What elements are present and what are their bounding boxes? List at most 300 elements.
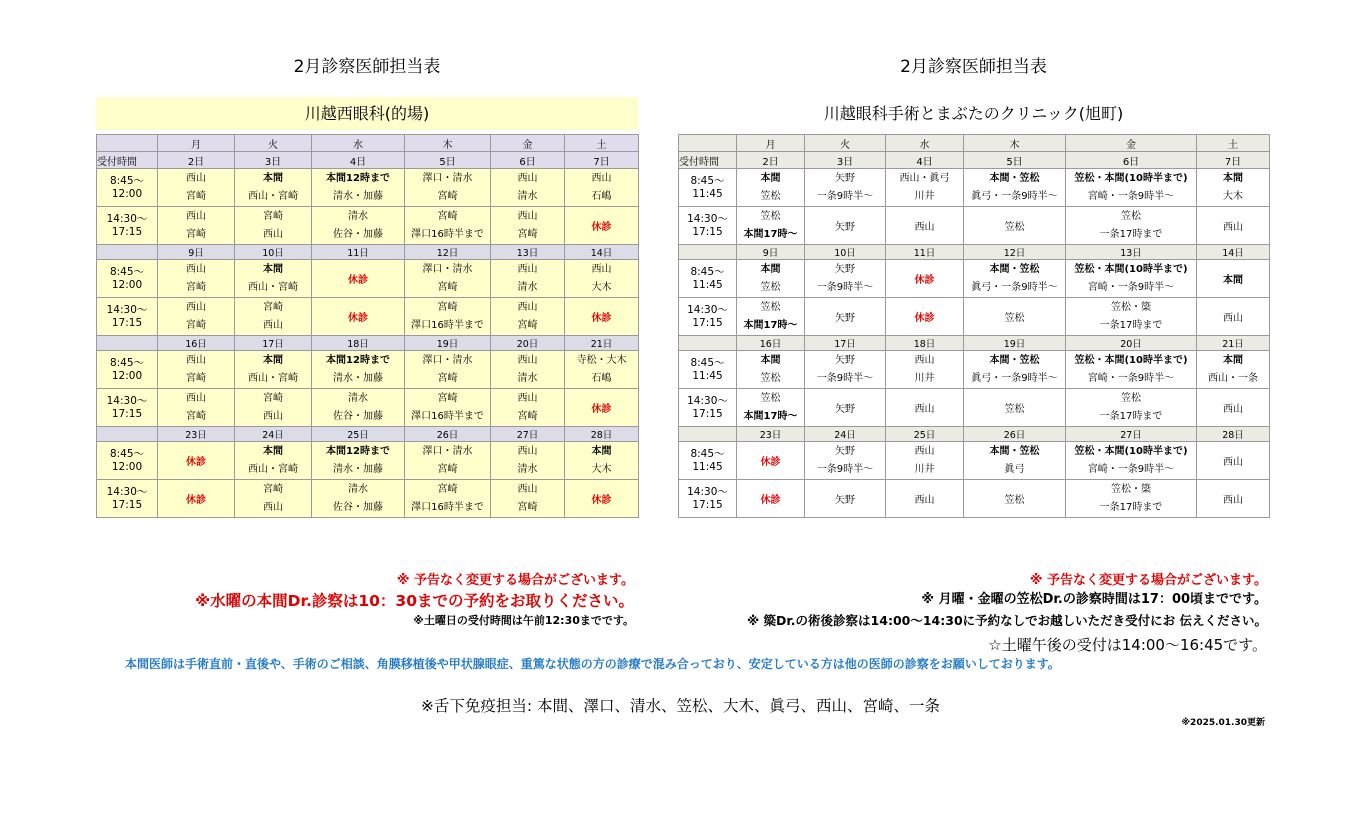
- doctor-name: 西山・宮崎: [248, 463, 298, 475]
- doctor-name: 宮崎: [517, 501, 538, 513]
- doctor-name: 宮崎・一条9時半〜: [1087, 372, 1175, 384]
- doctor-cell: [405, 480, 491, 518]
- doctor-name: 清水・加藤: [333, 190, 383, 202]
- doctor-name: 本間: [1223, 354, 1243, 366]
- date-cell: 28日: [1197, 427, 1270, 442]
- doctor-cell: [805, 389, 886, 427]
- date-cell: 13日: [491, 245, 565, 260]
- doctor-name: 眞弓・一条9時半〜: [971, 372, 1058, 384]
- doctor-name: 宮崎: [437, 372, 458, 384]
- doctor-cell: [235, 442, 312, 480]
- right-schedule-table: [678, 134, 1270, 518]
- doctor-name: 矢野: [835, 263, 855, 275]
- doctor-name: 一条17時まで: [1099, 319, 1163, 331]
- date-row-blank: [97, 245, 158, 260]
- doctor-cell: [737, 298, 805, 336]
- date-cell: 20日: [1066, 336, 1197, 351]
- doctor-name: 寺松・大木: [576, 354, 627, 366]
- day-header: 木: [964, 135, 1066, 152]
- doctor-cell: [158, 207, 235, 245]
- doctor-name: 笠松: [1004, 495, 1025, 506]
- doctor-name: 西山: [1223, 313, 1243, 324]
- doctor-cell: [491, 389, 565, 427]
- doctor-name: 一条9時半〜: [816, 463, 874, 475]
- doctor-cell: [805, 442, 886, 480]
- left-schedule-table: [96, 134, 639, 518]
- doctor-cell: [805, 260, 886, 298]
- doctor-cell: [158, 480, 235, 518]
- doctor-cell: [1197, 169, 1270, 207]
- doctor-name: 佐谷・加藤: [333, 501, 383, 513]
- date-cell: 21日: [1197, 336, 1270, 351]
- doctor-cell: [964, 207, 1066, 245]
- date-cell: 27日: [1066, 427, 1197, 442]
- date-cell: 16日: [158, 336, 235, 351]
- day-header: 月: [158, 135, 235, 152]
- date-row-blank: [679, 336, 737, 351]
- left-clinic-name: 川越西眼科(的場): [96, 97, 638, 130]
- header-blank: [679, 135, 737, 152]
- doctor-name: 笠松・本間(10時半まで): [1074, 263, 1188, 275]
- doctor-name: 本間12時まで: [326, 445, 390, 457]
- doctor-name: 清水・加藤: [333, 463, 383, 475]
- doctor-name: 西山: [186, 301, 206, 313]
- doctor-cell: [1066, 389, 1197, 427]
- closed-label: 休診: [348, 313, 368, 324]
- doctor-name: 大木: [1223, 190, 1243, 202]
- date-cell: 10日: [235, 245, 312, 260]
- doctor-cell: [737, 389, 805, 427]
- doctor-cell: [1066, 169, 1197, 207]
- date-header: 3日: [805, 152, 886, 169]
- doctor-cell: [1066, 442, 1197, 480]
- doctor-cell: [235, 207, 312, 245]
- time-cell: [679, 207, 737, 245]
- doctor-name: 清水: [517, 190, 538, 202]
- doctor-name: 石嶋: [591, 190, 612, 202]
- doctor-cell: [964, 389, 1066, 427]
- time-cell: [97, 351, 158, 389]
- doctor-cell: [491, 298, 565, 336]
- doctor-name: 石嶋: [591, 372, 612, 384]
- doctor-cell: [312, 207, 405, 245]
- doctor-name: 一条17時まで: [1099, 228, 1163, 240]
- doctor-name: 西山・宮崎: [248, 281, 298, 293]
- doctor-name: 佐谷・加藤: [333, 410, 383, 422]
- doctor-cell: [964, 442, 1066, 480]
- right-yana-notice: ※ 簗Dr.の術後診察は14:00〜14:30に予約なしでお越しいただき受付にお 伝えください。: [747, 613, 1267, 628]
- immunity-notice: ※舌下免疫担当: 本間、澤口、清水、笠松、大木、眞弓、西山、宮崎、一条: [420, 697, 941, 715]
- doctor-cell: [886, 389, 964, 427]
- doctor-name: 一条9時半〜: [816, 372, 874, 384]
- time-line: 12:00: [111, 278, 143, 291]
- date-header: 4日: [886, 152, 964, 169]
- doctor-name: 西山: [914, 222, 935, 233]
- doctor-name: 宮崎: [186, 281, 206, 293]
- time-line: 8:45〜: [109, 447, 145, 460]
- doctor-cell: [312, 442, 405, 480]
- doctor-name: 本間: [1223, 275, 1243, 286]
- date-cell: 16日: [737, 336, 805, 351]
- doctor-name: 笠松・本間(10時半まで): [1074, 172, 1188, 184]
- left-change-notice: ※ 予告なく変更する場合がございます。: [396, 573, 634, 588]
- closed-label: 休診: [186, 457, 206, 468]
- doctor-name: 大木: [591, 281, 612, 293]
- doctor-cell: [312, 480, 405, 518]
- doctor-cell: [491, 169, 565, 207]
- doctor-name: 笠松・簗: [1111, 483, 1151, 495]
- date-cell: 24日: [235, 427, 312, 442]
- date-cell: 18日: [312, 336, 405, 351]
- time-cell: [679, 169, 737, 207]
- day-header: 火: [235, 135, 312, 152]
- doctor-name: 宮崎: [437, 281, 458, 293]
- doctor-name: 本間: [263, 445, 283, 457]
- time-line: 14:30〜: [106, 394, 148, 407]
- doctor-name: 本間: [263, 263, 283, 275]
- doctor-name: 西山: [517, 354, 538, 366]
- doctor-name: 本間17時〜: [743, 228, 798, 240]
- time-line: 8:45〜: [690, 356, 725, 369]
- right-kasamatsu-notice: ※ 月曜・金曜の笠松Dr.の診察時間は17：00頃までです。: [921, 592, 1267, 607]
- doctor-cell: [964, 298, 1066, 336]
- doctor-cell: [886, 480, 964, 518]
- time-cell: [97, 260, 158, 298]
- date-cell: 20日: [491, 336, 565, 351]
- doctor-name: 西山・宮崎: [248, 190, 298, 202]
- doctor-name: 一条17時まで: [1099, 410, 1163, 422]
- doctor-name: 眞弓・一条9時半〜: [971, 190, 1058, 202]
- time-cell: [679, 480, 737, 518]
- doctor-name: 清水・加藤: [333, 372, 383, 384]
- date-cell: 11日: [312, 245, 405, 260]
- doctor-name: 本間・笠松: [989, 354, 1040, 366]
- doctor-name: 宮崎: [263, 392, 283, 404]
- doctor-name: 笠松・本間(10時半まで): [1074, 445, 1188, 457]
- date-cell: 26日: [405, 427, 491, 442]
- doctor-name: 宮崎: [437, 392, 458, 404]
- doctor-name: 宮崎: [186, 319, 206, 331]
- doctor-cell: [886, 442, 964, 480]
- doctor-cell: [405, 351, 491, 389]
- doctor-name: 宮崎: [186, 228, 206, 240]
- doctor-name: 笠松: [760, 281, 781, 293]
- time-line: 14:30〜: [687, 212, 728, 225]
- doctor-name: 本間: [760, 263, 781, 275]
- doctor-cell: [312, 169, 405, 207]
- doctor-name: 矢野: [835, 445, 855, 457]
- doctor-cell: [1066, 298, 1197, 336]
- doctor-cell: [886, 169, 964, 207]
- closed-label: 休診: [591, 313, 612, 324]
- doctor-cell: [964, 169, 1066, 207]
- doctor-name: 眞弓・一条9時半〜: [971, 281, 1058, 293]
- doctor-cell: [805, 298, 886, 336]
- doctor-cell: [491, 351, 565, 389]
- doctor-name: 笠松・本間(10時半まで): [1074, 354, 1188, 366]
- date-cell: 28日: [565, 427, 639, 442]
- doctor-name: 本間: [760, 172, 781, 184]
- date-header: 2日: [737, 152, 805, 169]
- day-header: 金: [1066, 135, 1197, 152]
- doctor-name: 本間: [263, 354, 283, 366]
- date-cell: 24日: [805, 427, 886, 442]
- doctor-name: 宮崎: [437, 483, 458, 495]
- doctor-name: 西山・宮崎: [248, 372, 298, 384]
- time-cell: [97, 480, 158, 518]
- time-line: 8:45〜: [690, 265, 725, 278]
- doctor-cell: [491, 260, 565, 298]
- doctor-name: 澤口16時半まで: [411, 319, 484, 331]
- doctor-name: 笠松: [1121, 210, 1141, 222]
- doctor-name: 笠松: [760, 392, 781, 404]
- date-cell: 23日: [737, 427, 805, 442]
- updated-date: ※2025.01.30更新: [1181, 718, 1265, 728]
- doctor-name: 本間12時まで: [326, 354, 390, 366]
- time-cell: [97, 389, 158, 427]
- right-clinic-name: 川越眼科手術とまぶたのクリニック(旭町): [823, 104, 1124, 123]
- doctor-cell: [565, 389, 639, 427]
- doctor-name: 本間・笠松: [989, 445, 1040, 457]
- doctor-name: 矢野: [835, 313, 855, 324]
- doctor-name: 本間: [263, 172, 283, 184]
- doctor-cell: [964, 260, 1066, 298]
- doctor-name: 宮崎: [517, 410, 538, 422]
- doctor-cell: [805, 351, 886, 389]
- doctor-cell: [1197, 260, 1270, 298]
- doctor-cell: [158, 351, 235, 389]
- doctor-name: 宮崎: [437, 190, 458, 202]
- doctor-name: 澤口・清水: [422, 263, 473, 275]
- doctor-name: 一条17時まで: [1099, 501, 1163, 513]
- doctor-name: 宮崎: [263, 210, 283, 222]
- doctor-cell: [405, 169, 491, 207]
- doctor-cell: [405, 298, 491, 336]
- right-change-notice: ※ 予告なく変更する場合がございます。: [1029, 573, 1267, 588]
- doctor-name: 宮崎: [437, 301, 458, 313]
- doctor-cell: [565, 480, 639, 518]
- time-line: 8:45〜: [109, 356, 145, 369]
- time-line: 17:15: [111, 407, 143, 420]
- doctor-name: 澤口16時半まで: [411, 501, 484, 513]
- doctor-cell: [405, 442, 491, 480]
- doctor-name: 笠松: [1004, 404, 1025, 415]
- doctor-cell: [805, 169, 886, 207]
- doctor-cell: [805, 480, 886, 518]
- doctor-name: 笠松: [1004, 222, 1025, 233]
- doctor-name: 西山: [914, 445, 935, 457]
- doctor-name: 西山: [517, 301, 538, 313]
- doctor-name: 清水: [348, 483, 368, 495]
- doctor-cell: [964, 351, 1066, 389]
- doctor-cell: [491, 442, 565, 480]
- date-cell: 14日: [565, 245, 639, 260]
- right-title: 2月診察医師担当表: [900, 57, 1047, 77]
- date-row-blank: [97, 427, 158, 442]
- day-header: 水: [312, 135, 405, 152]
- time-cell: [97, 298, 158, 336]
- doctor-name: 川井: [914, 190, 935, 202]
- doctor-cell: [1197, 442, 1270, 480]
- time-cell: [679, 389, 737, 427]
- time-cell: [679, 298, 737, 336]
- date-header: 7日: [1197, 152, 1270, 169]
- day-header: 木: [405, 135, 491, 152]
- doctor-name: 西山・一条: [1208, 372, 1258, 384]
- doctor-cell: [312, 389, 405, 427]
- doctor-name: 宮崎: [186, 372, 206, 384]
- doctor-name: 西山: [517, 210, 538, 222]
- date-cell: 25日: [312, 427, 405, 442]
- date-header: 3日: [235, 152, 312, 169]
- doctor-cell: [235, 298, 312, 336]
- honma-notice: 本間医師は手術直前・直後や、手術のご相談、角膜移植後や甲状腺眼症、重篤な状態の方の診療で混み合っており、安定している方は他の医師の診察をお願いしております。: [125, 657, 1060, 671]
- doctor-cell: [565, 298, 639, 336]
- doctor-name: 矢野: [835, 222, 855, 233]
- doctor-name: 宮崎・一条9時半〜: [1087, 190, 1175, 202]
- date-header: 6日: [491, 152, 565, 169]
- date-cell: 19日: [964, 336, 1066, 351]
- doctor-cell: [737, 351, 805, 389]
- doctor-cell: [1197, 298, 1270, 336]
- doctor-name: 清水: [517, 372, 538, 384]
- doctor-name: 宮崎: [186, 410, 206, 422]
- date-cell: 13日: [1066, 245, 1197, 260]
- doctor-name: 宮崎: [437, 210, 458, 222]
- doctor-name: 矢野: [835, 172, 855, 184]
- doctor-name: 本間17時〜: [743, 410, 798, 422]
- right-saturday-notice: ☆土曜午後の受付は14:00〜16:45です。: [988, 636, 1267, 654]
- time-cell: [97, 442, 158, 480]
- doctor-cell: [312, 260, 405, 298]
- doctor-name: 大木: [591, 463, 612, 475]
- doctor-name: 清水: [348, 210, 368, 222]
- doctor-name: 西山: [1223, 495, 1243, 506]
- date-header: 4日: [312, 152, 405, 169]
- doctor-name: 西山: [263, 410, 283, 422]
- closed-label: 休診: [186, 495, 206, 506]
- doctor-cell: [158, 298, 235, 336]
- doctor-cell: [886, 207, 964, 245]
- header-blank: [97, 135, 158, 152]
- date-cell: 12日: [964, 245, 1066, 260]
- date-cell: 19日: [405, 336, 491, 351]
- doctor-cell: [737, 480, 805, 518]
- doctor-name: 矢野: [835, 354, 855, 366]
- time-line: 12:00: [111, 369, 143, 382]
- closed-label: 休診: [914, 275, 935, 286]
- doctor-name: 澤口16時半まで: [411, 228, 484, 240]
- doctor-name: 宮崎: [186, 190, 206, 202]
- time-line: 14:30〜: [106, 212, 148, 225]
- doctor-name: 宮崎・一条9時半〜: [1087, 463, 1175, 475]
- doctor-name: 宮崎・一条9時半〜: [1087, 281, 1175, 293]
- doctor-name: 本間: [760, 354, 781, 366]
- doctor-name: 一条9時半〜: [816, 281, 874, 293]
- doctor-name: 本間・笠松: [989, 263, 1040, 275]
- time-cell: [97, 207, 158, 245]
- day-header: 水: [886, 135, 964, 152]
- time-line: 17:15: [111, 316, 143, 329]
- time-line: 17:15: [692, 407, 723, 420]
- doctor-name: 西山: [1223, 222, 1243, 233]
- doctor-name: 笠松: [1004, 313, 1025, 324]
- doctor-cell: [405, 260, 491, 298]
- doctor-name: 西山: [263, 501, 283, 513]
- doctor-name: 清水: [517, 281, 538, 293]
- closed-label: 休診: [760, 457, 781, 468]
- doctor-name: 西山: [517, 263, 538, 275]
- left-saturday-notice: ※土曜日の受付時間は午前12:30までです。: [413, 614, 634, 627]
- doctor-cell: [405, 207, 491, 245]
- doctor-name: 澤口・清水: [422, 445, 473, 457]
- date-cell: 12日: [405, 245, 491, 260]
- doctor-name: 宮崎: [437, 463, 458, 475]
- doctor-cell: [1066, 480, 1197, 518]
- doctor-name: 澤口・清水: [422, 172, 473, 184]
- doctor-cell: [235, 389, 312, 427]
- doctor-cell: [886, 260, 964, 298]
- doctor-name: 笠松: [760, 372, 781, 384]
- doctor-cell: [1197, 207, 1270, 245]
- date-cell: 23日: [158, 427, 235, 442]
- time-line: 8:45〜: [690, 174, 725, 187]
- doctor-name: 西山: [591, 263, 612, 275]
- date-row-blank: [679, 427, 737, 442]
- doctor-name: 笠松: [1121, 392, 1141, 404]
- doctor-cell: [565, 207, 639, 245]
- doctor-cell: [1066, 207, 1197, 245]
- doctor-cell: [565, 351, 639, 389]
- doctor-name: 西山: [186, 392, 206, 404]
- doctor-name: 西山: [1223, 404, 1243, 415]
- doctor-name: 本間: [591, 445, 612, 457]
- doctor-name: 本間: [1223, 172, 1243, 184]
- closed-label: 休診: [348, 275, 368, 286]
- doctor-cell: [565, 260, 639, 298]
- doctor-cell: [1197, 389, 1270, 427]
- doctor-cell: [1066, 351, 1197, 389]
- doctor-cell: [565, 442, 639, 480]
- doctor-cell: [235, 169, 312, 207]
- date-header: 2日: [158, 152, 235, 169]
- time-cell: [679, 442, 737, 480]
- doctor-name: 西山: [517, 392, 538, 404]
- day-header: 土: [1197, 135, 1270, 152]
- date-row-blank: [679, 245, 737, 260]
- doctor-cell: [737, 169, 805, 207]
- doctor-name: 西山・眞弓: [899, 172, 950, 184]
- doctor-cell: [886, 298, 964, 336]
- time-line: 14:30〜: [687, 394, 728, 407]
- date-cell: 9日: [737, 245, 805, 260]
- closed-label: 休診: [591, 222, 612, 233]
- doctor-cell: [158, 442, 235, 480]
- doctor-name: 矢野: [835, 495, 855, 506]
- doctor-name: 宮崎: [263, 301, 283, 313]
- doctor-cell: [491, 480, 565, 518]
- doctor-cell: [1197, 351, 1270, 389]
- time-header: 受付時間: [97, 152, 158, 169]
- date-cell: 18日: [886, 336, 964, 351]
- doctor-name: 笠松・簗: [1111, 301, 1151, 313]
- day-header: 土: [565, 135, 639, 152]
- doctor-cell: [805, 207, 886, 245]
- time-line: 12:00: [111, 460, 143, 473]
- day-header: 火: [805, 135, 886, 152]
- doctor-cell: [312, 298, 405, 336]
- time-line: 17:15: [692, 225, 723, 238]
